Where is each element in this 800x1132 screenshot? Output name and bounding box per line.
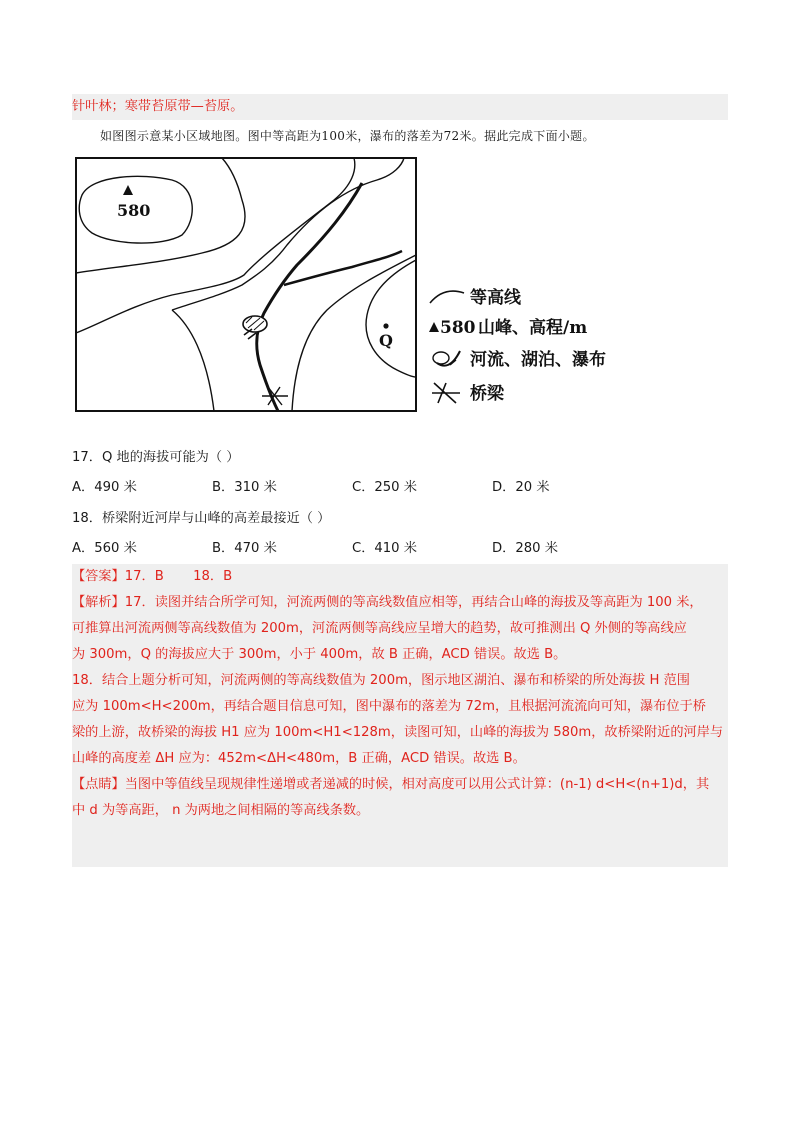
contour-line [172, 310, 214, 411]
legend-water-label: 河流、湖泊、瀑布 [470, 350, 606, 370]
analysis-line: 可推算出河流两侧等高线数值为 200m，河流两侧等高线应呈增大的趋势，故可推测出 Q 外侧的等高线应 [72, 621, 687, 636]
bridge-legend-icon [432, 383, 460, 403]
tip-tag: 【点睛】 [72, 777, 125, 792]
river [257, 183, 362, 411]
legend-peak-label: 山峰、高程/m [478, 318, 588, 338]
tip-line [72, 772, 728, 798]
contour-line [76, 158, 245, 273]
q17-option-a[interactable]: A．490 米 [72, 480, 137, 495]
legend-bridge-label: 桥梁 [470, 384, 504, 404]
answer-tag: 【答案】 [72, 569, 125, 584]
point-q-dot [383, 323, 388, 328]
peak-legend-icon [429, 322, 439, 332]
answer-line [72, 564, 728, 590]
q18-option-a[interactable]: A．560 米 [72, 541, 137, 556]
q17-option-b[interactable]: B．310 米 [212, 480, 277, 495]
analysis-line [72, 590, 728, 616]
river-tributary [284, 251, 402, 285]
answer-text: 17．B 18．B [124, 569, 233, 584]
contour-legend-icon [430, 291, 464, 303]
analysis-line: 18．结合上题分析可知，河流两侧的等高线数值为 200m，图示地区湖泊、瀑布和桥梁的所处海拔 H 范围 [72, 673, 690, 688]
contour-map [72, 155, 632, 415]
contour-line [76, 158, 355, 333]
water-legend-icon [433, 352, 449, 364]
tip-line-1: 当图中等值线呈现规律性递增或者递减的时候，相对高度可以用公式计算：(n-1) d<H<(n+1)d，其 [124, 777, 710, 792]
tip-line: 中 d 为等高距， n 为两地之间相隔的等高线条数。 [72, 803, 370, 818]
q18-option-d[interactable]: D．280 米 [492, 541, 558, 556]
analysis-tag: 【解析】 [72, 595, 125, 610]
question-intro: 如图图示意某小区域地图。图中等高距为100米，瀑布的落差为72米。据此完成下面小题。 [100, 129, 595, 143]
question-17: 17．Q 地的海拔可能为（ ） [72, 450, 240, 465]
q18-option-b[interactable]: B．470 米 [212, 541, 277, 556]
analysis-line-1: 17．读图并结合所学可知，河流两侧的等高线数值应相等，再结合山峰的海拔及等高距为 100 米， [124, 595, 703, 610]
top-note: 针叶林；寒带苔原带—苔原。 [72, 94, 728, 120]
legend-peak-value: 580 [440, 318, 476, 338]
map-frame [76, 158, 416, 411]
legend-contour-label: 等高线 [470, 288, 521, 308]
q18-option-c[interactable]: C．410 米 [352, 541, 417, 556]
analysis-line: 山峰的高度差 ΔH 应为：452m<ΔH<480m，B 正确，ACD 错误。故选 B。 [72, 751, 526, 766]
solution-block [72, 564, 728, 867]
analysis-line: 为 300m，Q 的海拔应大于 300m，小于 400m，故 B 正确，ACD 错误。故选 B。 [72, 647, 567, 662]
point-q-label: Q [379, 331, 393, 350]
q17-option-c[interactable]: C．250 米 [352, 480, 417, 495]
peak-triangle-icon [123, 185, 133, 195]
question-18: 18．桥梁附近河岸与山峰的高差最接近（ ） [72, 511, 331, 526]
analysis-line: 梁的上游，故桥梁的海拔 H1 应为 100m<H1<128m，读图可知，山峰的海拔为 580m，故桥梁附近的河岸与 [72, 725, 724, 740]
peak-elevation: 580 [117, 201, 151, 220]
analysis-line: 应为 100m<H<200m，再结合题目信息可知，图中瀑布的落差为 72m，且根据河流流向可知，瀑布位于桥 [72, 699, 706, 714]
q17-option-d[interactable]: D．20 米 [492, 480, 550, 495]
